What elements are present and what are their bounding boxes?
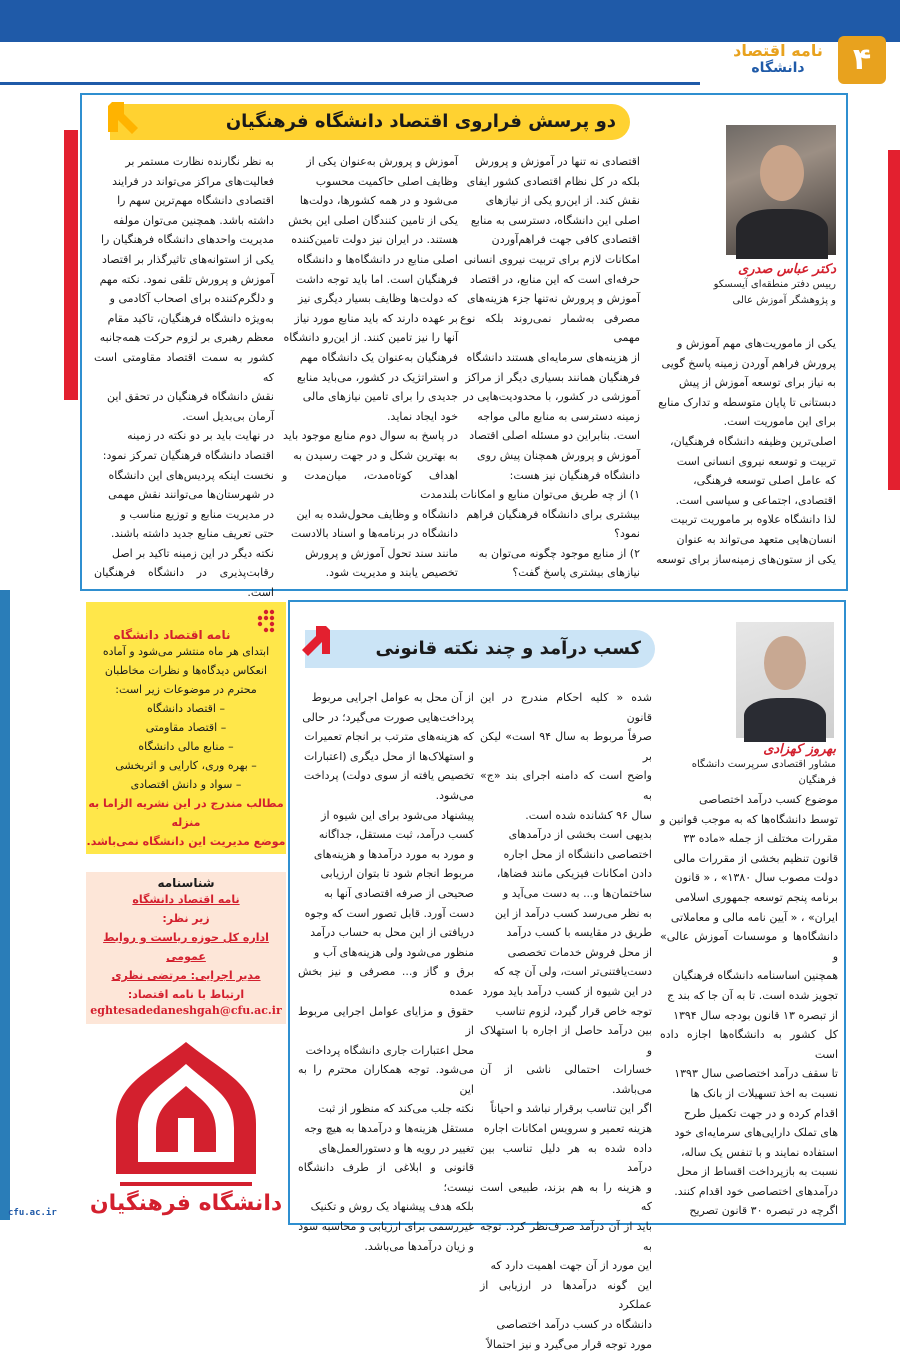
text-line: صرفاً مربوط به سال ۹۴ است» لیکن بر — [480, 730, 652, 763]
red-accent-bar — [888, 150, 900, 490]
text-line: انسان‌هایی متعهد می‌تواند به عنوان — [676, 532, 836, 546]
text-line: توسط دانشگاه‌ها که به موجب قوانین و — [660, 812, 838, 826]
text-line: اختصاصی دانشگاه از محل اجاره — [503, 847, 652, 861]
text-line: بین درآمد حاصل از اجاره با استهلاک و — [480, 1024, 652, 1057]
text-line: وظایف اصلی حاکمیت محسوب — [315, 174, 458, 188]
text-line: به نظر نگارنده نظارت مستمر بر — [125, 155, 274, 168]
text-line: جدیدی را برای تامین نیازهای مالی — [302, 390, 458, 404]
publication-logo — [728, 42, 828, 78]
text-line: درآمدهای اختصاصی خود اقدام کنند. — [674, 1184, 838, 1198]
logo-subtitle: دانشگاه — [751, 60, 805, 76]
text-line: مانند سند تحول آموزش و پرورش — [305, 546, 458, 560]
text-line: می‌شود و در همه کشورها، دولت‌ها — [299, 194, 458, 208]
text-line: اقدام کرده و در جهت تکمیل طرح — [683, 1106, 838, 1120]
notice-heading: نامه اقتصاد دانشگاه — [113, 628, 231, 642]
text-line: امکانات لازم برای تربیت نیروی انسانی — [463, 252, 640, 266]
text-line: معظم رهبری بر لزوم حرکت همه‌جانبه — [99, 331, 274, 345]
text-line: آموزش و پرورش به‌عنوان یکی از — [306, 155, 458, 168]
arrow-down-right-icon — [294, 622, 334, 662]
text-line: بر عهده دارند که باید منابع مورد نیاز — [294, 311, 458, 325]
article-1-title: دو پرسش فراروی اقتصاد دانشگاه فرهنگیان — [225, 111, 616, 132]
text-line: هزینه تعمیر و سرویس امکانات اجاره — [483, 1122, 652, 1136]
text-line: از هزینه‌های سرمایه‌ای هستند دانشگاه — [466, 350, 640, 364]
text-line: و زیان درآمدها می‌باشد. — [364, 1239, 474, 1253]
contact-email-link[interactable]: eghtesadedaneshgah@cfu.ac.ir — [90, 1004, 282, 1017]
text-line: داشته باشد. همچنین می‌توان مولفه — [113, 213, 274, 227]
text-line: کشور به سمت اقتصاد مقاومتی است که — [94, 350, 274, 384]
masthead-heading: شناسنامه — [157, 876, 215, 890]
text-line: دادن امکانات فیزیکی مانند فضاها، — [496, 867, 652, 881]
text-line: دولت مصوب سال ۱۳۸۰» ، « قانون — [674, 871, 838, 885]
text-line: تربیت و توسعه نیروی انسانی است — [676, 454, 836, 468]
notice-lines — [86, 642, 286, 794]
text-line: رقابت‌پذیری در دانشگاه فرهنگیان است. — [94, 566, 274, 600]
text-line: اقتصاد دانشگاه فرهنگیان تمرکز نمود: — [102, 448, 274, 462]
dots-icon — [252, 608, 278, 634]
site-url[interactable]: cfu.ac.ir — [8, 1208, 57, 1218]
text-line: مدیریت واحدهای دانشگاه فرهنگیان را — [100, 233, 274, 247]
text-line: آموزش و پرورش تلقی نمود. نکته مهم — [99, 272, 274, 286]
text-line: اقتصادی کافی جهت فراهم‌آوردن — [491, 233, 640, 247]
university-logo — [86, 1034, 286, 1224]
article-1-column-2 — [460, 152, 640, 583]
notice-topic: – منابع مالی دانشگاه — [138, 740, 234, 753]
header-band — [0, 0, 900, 42]
masthead-contact-label: ارتباط با نامه اقتصاد: — [127, 988, 245, 1001]
text-line: دانشگاه در برنامه‌ها و اسناد بالادست — [291, 527, 458, 541]
text-line: از محل فروش خدمات تخصصی — [507, 945, 652, 959]
text-line: نخست اینکه پردیس‌های این دانشگاه — [108, 468, 274, 482]
text-line: زمینه دسترسی به منابع مالی مواجه — [477, 409, 640, 423]
text-line: به نیاز برای توسعه آموزش از پیش — [678, 376, 836, 390]
text-line: در شهرستان‌ها می‌توانند نقش مهمی — [108, 488, 274, 502]
publication-notice — [86, 602, 286, 854]
text-line: پرداخت‌هایی صورت می‌گیرد؛ در حالی — [302, 710, 474, 724]
text-line: خسارات احتمالی ناشی از آن می‌باشد. — [480, 1063, 652, 1096]
text-line: فعالیت‌های مراکز می‌تواند در فرایند — [112, 174, 274, 188]
text-line: محل اعتبارات جاری دانشگاه پرداخت — [305, 1043, 474, 1057]
author-photo — [736, 622, 834, 738]
text-line: خود ایجاد نماید. — [387, 409, 458, 423]
text-line: دانشگاه‌ها و موسسات آموزش عالی» و — [660, 930, 838, 963]
text-line: دانشگاه و وظایف محول‌شده به این — [296, 507, 458, 521]
text-line: نسبت به بازپرداخت اقساط از محل — [676, 1165, 838, 1179]
arrow-down-left-icon — [104, 98, 146, 140]
author-role: مشاور اقتصادی سرپرست دانشگاه فرهنگیان — [691, 759, 836, 786]
text-line: همچنین اساسنامه دانشگاه فرهنگیان — [672, 969, 838, 983]
text-line: برق و گاز و... مصرفی و نیز بخش عمده — [298, 965, 474, 998]
text-line: مقررات مختلف از جمله «ماده ۳۳ — [683, 832, 838, 846]
masthead-title: نامه اقتصاد دانشگاه — [132, 893, 240, 906]
notice-topic: – اقتصاد دانشگاه — [147, 702, 225, 715]
text-line: اقتصادی نه تنها در آموزش و پرورش — [475, 155, 640, 168]
text-line: فرهنگیان است. اما باید توجه داشت — [295, 272, 458, 286]
text-line: و دلگرم‌کننده برای اصحاب آکادمی و — [109, 292, 274, 306]
text-line: مورد توجه قرار می‌گیرد و نیز احتمالاً — [486, 1337, 652, 1351]
text-line: بدیهی است بخشی از درآمدهای — [508, 828, 652, 842]
text-line: کل کشور به دانشگاه‌ها اجازه داده است — [660, 1028, 838, 1061]
text-line: نیازهای بیشتری پاسخ گفت؟ — [512, 566, 640, 580]
text-line: پرورش فراهم آوردن زمینه پاسخ گویی — [661, 356, 836, 370]
text-line: می‌شود. — [435, 788, 474, 802]
red-accent-bar — [64, 130, 78, 400]
author-photo — [726, 125, 836, 255]
text-line: مستقل هزینه‌ها و درآمدها به هیچ وجه — [304, 1122, 474, 1136]
text-line: یکی از تامین کنندگان اصلی این بخش — [288, 213, 458, 227]
text-line: دبستانی تا پایان متوسطه و تدارک منابع — [658, 395, 836, 409]
text-line: باید از آن درآمد صرف‌نظر کرد. توجه به — [480, 1220, 652, 1253]
author-role: رییس دفتر منطقه‌ای آیسسکو — [713, 279, 836, 290]
text-line: و استراتژیک در کشور، می‌باید منابع — [296, 370, 458, 384]
text-line: منظور می‌شود ولی هزینه‌های آب و — [313, 945, 474, 959]
text-line: یکی از ستون‌های زمینه‌ساز برای توسعه — [656, 552, 836, 566]
article-2-column-2 — [480, 688, 652, 1354]
text-line: این گونه درآمدها در ارزیابی از عملکرد — [480, 1278, 652, 1312]
text-line: ۲) از منابع موجود چگونه می‌توان به — [478, 546, 640, 560]
text-line: برای این ماموریت است. — [723, 415, 836, 429]
text-line: نقش کند. از این‌رو یکی از نیازهای — [485, 194, 640, 208]
text-line: قانونی و ابلاغی از طرف دانشگاه نیست؛ — [298, 1161, 474, 1194]
text-line: به نظر می‌رسد کسب درآمد از این — [494, 906, 652, 920]
text-line: دست آورد. قابل تصور است که وجوه — [304, 906, 474, 920]
text-line: نسبت به اخذ تسهیلات از بانک ها — [690, 1086, 838, 1100]
blue-side-strip — [0, 590, 10, 1220]
article-2-title: کسب درآمد و چند نکته قانونی — [375, 638, 641, 659]
text-line: تا سقف درآمد اختصاصی سال ۱۳۹۳ — [674, 1067, 838, 1081]
text-line: مربوط انجام شود تا بتوان ارزیابی — [320, 867, 474, 881]
text-line: از تبصره ۱۳ قانون بودجه سال ۱۳۹۴ — [673, 1008, 838, 1022]
text-line: داده شده به هر دلیل تناسب بین درآمد — [480, 1141, 652, 1175]
text-line: حرفه‌ای است که این منابع، در اقتصاد — [469, 272, 640, 286]
text-line: موضوع کسب درآمد اختصاصی — [698, 793, 838, 806]
text-line: حقوق و مزایای عوامل اجرایی مربوط از — [298, 1004, 474, 1038]
text-line: اصلی این دانشگاه، دسترسی به منابع — [470, 213, 640, 227]
text-line: تغییر در رویه ها و دستورالعمل‌های — [318, 1141, 474, 1155]
text-line: از آن محل به عوامل اجرایی مربوط — [311, 691, 474, 704]
text-line: یکی از استوانه‌های تاثیرگذار بر اقتصاد — [101, 252, 274, 266]
text-line: حتی تعریف منابع جدید داشته باشند. — [110, 527, 274, 541]
text-line: استفاده نمایند و با تنفس یک ساله، — [680, 1145, 838, 1159]
university-name: دانشگاه فرهنگیان — [89, 1191, 283, 1216]
notice-topic: انعکاس دیدگاه‌ها و نظرات مخاطبان — [104, 664, 268, 677]
text-line: قانون تنظیم بخشی از مقررات مالی — [673, 851, 838, 865]
text-line: ۱) از چه طریق می‌توان منابع و امکانات — [460, 488, 640, 502]
text-line: آموزش و پرورش همچنان پیش روی — [477, 448, 640, 462]
text-line: در نهایت باید بر دو نکته در زمینه — [127, 429, 274, 443]
article-1-column-1 — [656, 334, 836, 569]
text-line: که دولت‌ها وظایف بسیار دیگری نیز — [297, 292, 458, 306]
notice-topic: محترم در موضوعات زیر است: — [115, 683, 257, 696]
text-line: آنها را نیز تامین کنند. از این‌رو دانشگاه — [283, 331, 458, 345]
logo-title: نامه اقتصاد — [733, 41, 823, 60]
text-line: ساختمان‌ها و... به دست می‌آید و — [502, 886, 652, 900]
author-name: دکتر عباس صدری — [738, 262, 836, 277]
text-line: سال ۹۶ کشانده شده است. — [525, 808, 652, 822]
text-line: شده « کلیه احکام مندرج در این قانون — [480, 691, 652, 724]
page-number: ۴ — [838, 36, 886, 84]
article-2-column-3 — [298, 688, 474, 1256]
text-line: واضح است که دامنه اجرای بند «ج» به — [480, 769, 652, 802]
header-rule — [0, 82, 700, 85]
text-line: های تملک دارایی‌های سرمایه‌ای خود — [674, 1126, 838, 1140]
text-line: آموزش و پرورش نه‌تنها جزء هزینه‌های — [466, 292, 640, 306]
text-line: لذا دانشگاه علاوه بر ماموریت تربیت — [670, 513, 836, 527]
text-line: به‌ویژه دانشگاه فرهنگیان، تاکید مقام — [107, 311, 274, 325]
text-line: بلکه هدف پیشنهاد یک روش و تکنیک — [310, 1200, 474, 1214]
text-line: مصرفی به‌شمار نمی‌روند بلکه نوع مهمی — [460, 311, 640, 345]
article-2-byline — [660, 742, 836, 789]
text-line: در مدیریت منابع و توزیع مناسب و — [120, 507, 274, 521]
text-line: دست‌یافتنی‌تر است، ولی آن چه که — [493, 965, 652, 979]
text-line: در پاسخ به سوال دوم منابع موجود باید — [282, 429, 458, 443]
text-line: دانشگاه فرهنگیان نیز هست: — [509, 468, 640, 482]
text-line: این مورد از آن جهت اهمیت دارد که — [490, 1259, 652, 1273]
text-line: آموزشی در کشور، با محدودیت‌هایی در — [463, 390, 640, 404]
text-line: می‌شود. توجه همکاران محترم را به این — [298, 1063, 474, 1096]
text-line: نکته دیگر در این زمینه تاکید بر اصل — [112, 546, 274, 560]
text-line: اصلی منابع در دانشگاه‌ها و دانشگاه — [297, 252, 458, 266]
text-line: نقش دانشگاه فرهنگیان در تحقق این — [106, 390, 274, 404]
text-line: بیشتری برای دانشگاه فرهنگیان فراهم — [466, 507, 640, 521]
text-line: توجه خاص قرار گیرد، لزوم تناسب — [495, 1004, 652, 1018]
text-line: آرمان بی‌بدیل است. — [182, 409, 274, 423]
text-line: یکی از ماموریت‌های مهم آموزش و — [677, 337, 836, 350]
text-line: است. بنابراین دو مسئله اصلی اقتصاد — [469, 429, 640, 443]
author-name: بهروز کهزادی — [763, 742, 836, 757]
text-line: و استهلاک‌ها از محل دیگری (اعتبارات — [303, 749, 474, 763]
author-role: و پژوهشگر آموزش عالی — [732, 295, 836, 306]
notice-topic: – اقتصاد مقاومتی — [145, 721, 227, 734]
notice-topic: – سواد و دانش اقتصادی — [130, 778, 242, 791]
text-line: تجویز شده است. تا به آن جا که بند ج — [667, 988, 838, 1002]
article-1-title-banner — [110, 104, 630, 140]
text-line: دانشگاه در کسب درآمد اختصاصی — [496, 1318, 652, 1331]
text-line: اصلی‌ترین وظیفه دانشگاه فرهنگیان، — [670, 434, 836, 448]
text-line: اقتصادی، اجتماعی و سیاسی است. — [675, 493, 836, 507]
text-line: ایران» ، « آیین نامه مالی و معاملاتی — [670, 910, 838, 924]
text-line: و هزینه را به هم بزند، طبیعی است که — [480, 1180, 652, 1214]
article-1-column-3 — [282, 152, 458, 583]
text-line: اگرچه در تبصره ۳۰ قانون تصریح — [689, 1204, 838, 1218]
article-1-column-4 — [94, 152, 274, 603]
notice-topic: ابتدای هر ماه منتشر می‌شود و آماده — [102, 645, 270, 658]
notice-topic: – بهره وری، کارایی و اثربخشی — [115, 759, 257, 772]
text-line: طریق در مقایسه با کسب درآمد — [506, 926, 652, 940]
text-line: بلکه در کل نظام اقتصادی کشور ایفای — [466, 174, 640, 188]
text-line: فرهنگیان به‌عنوان یک دانشگاه مهم — [299, 350, 458, 364]
text-line: اگر این تناسب برقرار نباشد و احیاناً — [490, 1102, 652, 1116]
notice-disclaimer: موضع مدیریت این دانشگاه نمی‌باشد. — [86, 835, 286, 848]
text-line: صحیحی از صرفه اقتصادی آنها به — [324, 886, 474, 900]
text-line: نمود؟ — [614, 527, 640, 541]
masthead-manager: مدیر اجرایی: مرتضی نظری — [111, 969, 261, 982]
text-line: در این شیوه از کسب درآمد باید مورد — [482, 984, 652, 998]
text-line: پیشنهاد می‌شود برای این شیوه از — [321, 808, 474, 822]
article-2-title-banner — [305, 630, 655, 668]
text-line: غیررسمی برای ارزیابی و محاسبه سود — [298, 1220, 474, 1234]
text-line: نکته جلب می‌کند که منظور از ثبت — [318, 1102, 474, 1116]
article-1-byline — [656, 262, 836, 309]
text-line: تخصیص یافته از سوی دولت) پرداخت — [303, 769, 474, 783]
text-line: اقتصادی دانشگاه مهم‌ترین سهم را — [117, 194, 274, 208]
article-2-column-1 — [660, 790, 838, 1221]
text-line: به بهترین شکل و در جهت رسیدن به — [293, 448, 458, 462]
notice-disclaimer: مطالب مندرج در این نشریه الزاما به منزله — [88, 797, 284, 829]
text-line: که هزینه‌های مترتب بر انجام تعمیرات — [304, 730, 474, 744]
text-line: برنامه پنجم توسعه جمهوری اسلامی — [674, 890, 838, 904]
masthead — [86, 872, 286, 1024]
masthead-supervision-label: زیر نظر: — [162, 912, 210, 925]
masthead-supervision: اداره کل حوزه ریاست و روابط عمومی — [103, 931, 269, 963]
text-line: اهداف کوتاه‌مدت، میان‌مدت و بلندمدت — [282, 468, 458, 502]
text-line: دریافتی از این محل به حساب درآمد — [310, 926, 474, 940]
text-line: فرهنگیان همانند بسیاری دیگر از مراکز — [465, 370, 640, 384]
text-line: که عامل اصلی توسعه فرهنگی، — [693, 474, 836, 488]
text-line: هستند. در ایران نیز دولت تامین‌کننده — [291, 233, 458, 247]
text-line: تخصیص یابند و مدیریت شود. — [325, 566, 458, 580]
text-line: و مورد به مورد درآمدها و هزینه‌های — [313, 847, 474, 861]
text-line: کسب درآمد، ثبت مستقل، جداگانه — [318, 828, 474, 842]
